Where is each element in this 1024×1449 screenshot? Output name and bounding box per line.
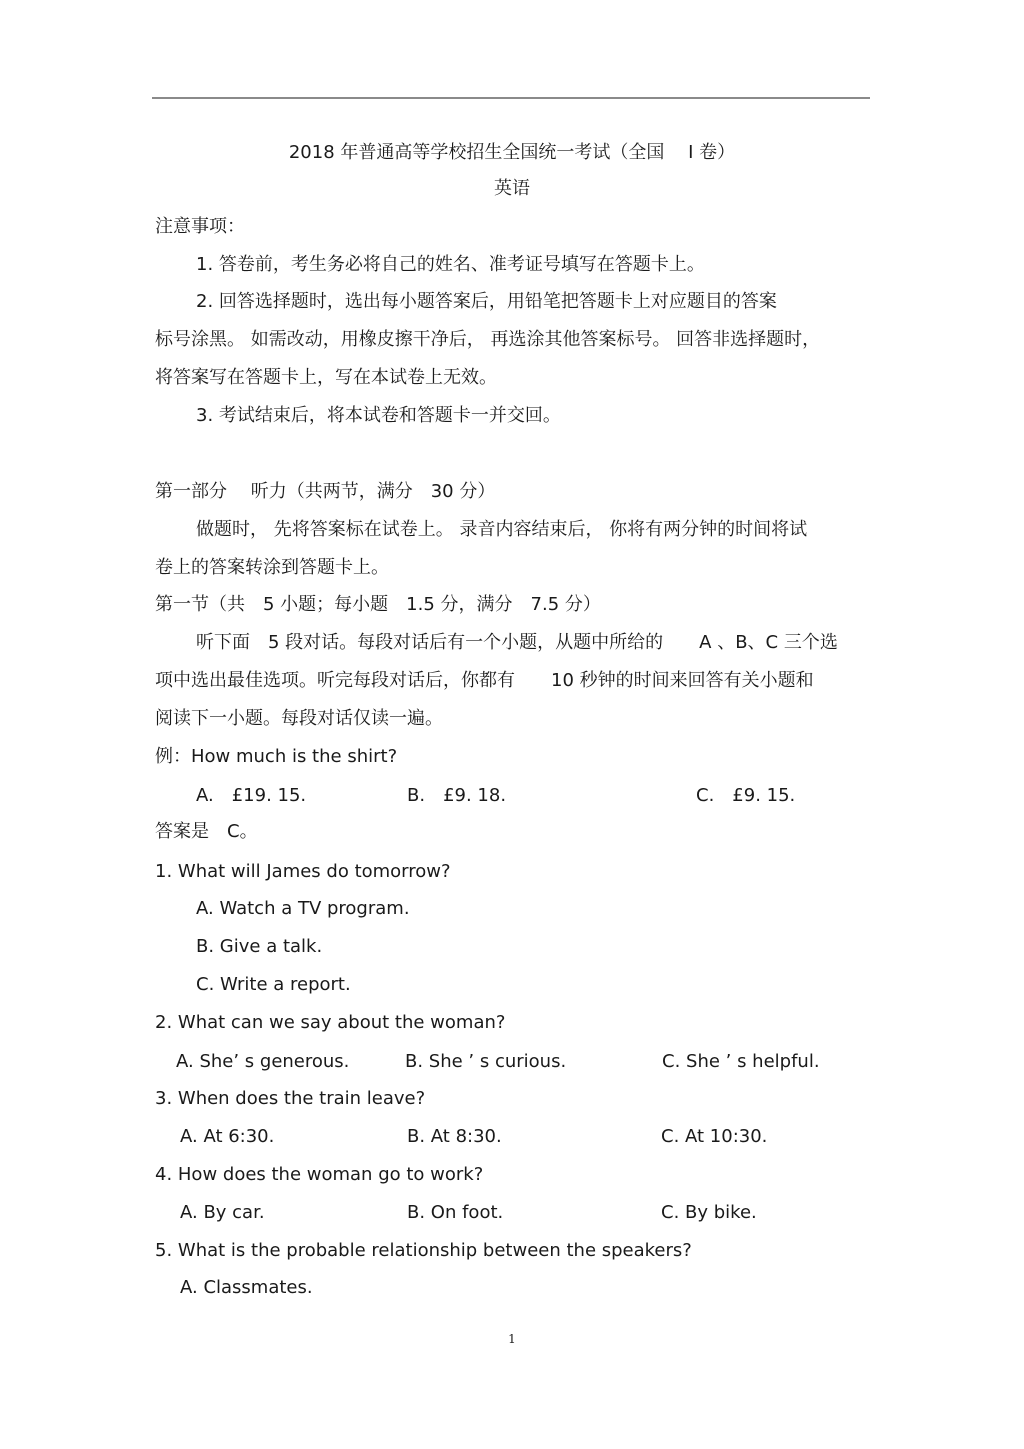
example-answer: 答案是 C。 [155, 821, 258, 842]
notice-item-2-line-3: 将答案写在答题卡上，写在本试卷上无效。 [155, 367, 497, 388]
question-3: 3. When does the train leave? [155, 1088, 426, 1109]
question-3-option-a: A. At 6:30. [180, 1126, 275, 1147]
question-1-option-b: B. Give a talk. [196, 936, 323, 957]
section1-line-1: 听下面 5 段对话。每段对话后有一个小题，从题中所给的 A 、B、C 三个选 [196, 632, 838, 653]
example-option-c: C. £9. 15. [696, 785, 796, 806]
exam-subject: 英语 [494, 178, 530, 199]
question-2-option-c: C. She ’ s helpful. [662, 1051, 820, 1072]
question-3-option-c: C. At 10:30. [661, 1126, 768, 1147]
example-option-b: B. £9. 18. [407, 785, 507, 806]
question-4-option-b: B. On foot. [407, 1202, 504, 1223]
part1-heading: 第一部分 听力（共两节，满分 30 分） [155, 481, 496, 502]
question-2-option-b: B. She ’ s curious. [405, 1051, 567, 1072]
section1-line-3: 阅读下一小题。每段对话仅读一遍。 [155, 708, 443, 729]
question-5: 5. What is the probable relationship between the speakers? [155, 1240, 692, 1261]
question-4-option-c: C. By bike. [661, 1202, 757, 1223]
notice-item-2-line-2: 标号涂黑。 如需改动，用橡皮擦干净后， 再选涂其他答案标号。 回答非选择题时， [155, 329, 821, 350]
example-question: 例：How much is the shirt? [155, 746, 398, 767]
notice-item-2-line-1: 2. 回答选择题时，选出每小题答案后，用铅笔把答题卡上对应题目的答案 [196, 291, 777, 312]
notice-item-1: 1. 答卷前，考生务必将自己的姓名、准考证号填写在答题卡上。 [196, 254, 705, 275]
question-3-option-b: B. At 8:30. [407, 1126, 502, 1147]
page-number: 1 [508, 1332, 516, 1346]
question-2-option-a: A. She’ s generous. [176, 1051, 350, 1072]
header-rule [152, 97, 870, 99]
notice-heading: 注意事项： [155, 216, 245, 237]
section1-heading: 第一节（共 5 小题；每小题 1.5 分，满分 7.5 分） [155, 594, 601, 615]
notice-item-3: 3. 考试结束后，将本试卷和答题卡一并交回。 [196, 405, 561, 426]
part1-intro-line-2: 卷上的答案转涂到答题卡上。 [155, 557, 389, 578]
example-option-a: A. £19. 15. [196, 785, 307, 806]
question-2: 2. What can we say about the woman? [155, 1012, 506, 1033]
question-4: 4. How does the woman go to work? [155, 1164, 484, 1185]
question-5-option-a: A. Classmates. [180, 1277, 313, 1298]
exam-title: 2018 年普通高等学校招生全国统一考试（全国 I 卷） [288, 142, 736, 163]
question-1-option-a: A. Watch a TV program. [196, 898, 410, 919]
section1-line-2: 项中选出最佳选项。听完每段对话后，你都有 10 秒钟的时间来回答有关小题和 [155, 670, 814, 691]
part1-intro-line-1: 做题时， 先将答案标在试卷上。 录音内容结束后， 你将有两分钟的时间将试 [196, 519, 808, 540]
question-1-option-c: C. Write a report. [196, 974, 351, 995]
question-1: 1. What will James do tomorrow? [155, 861, 451, 882]
question-4-option-a: A. By car. [180, 1202, 265, 1223]
